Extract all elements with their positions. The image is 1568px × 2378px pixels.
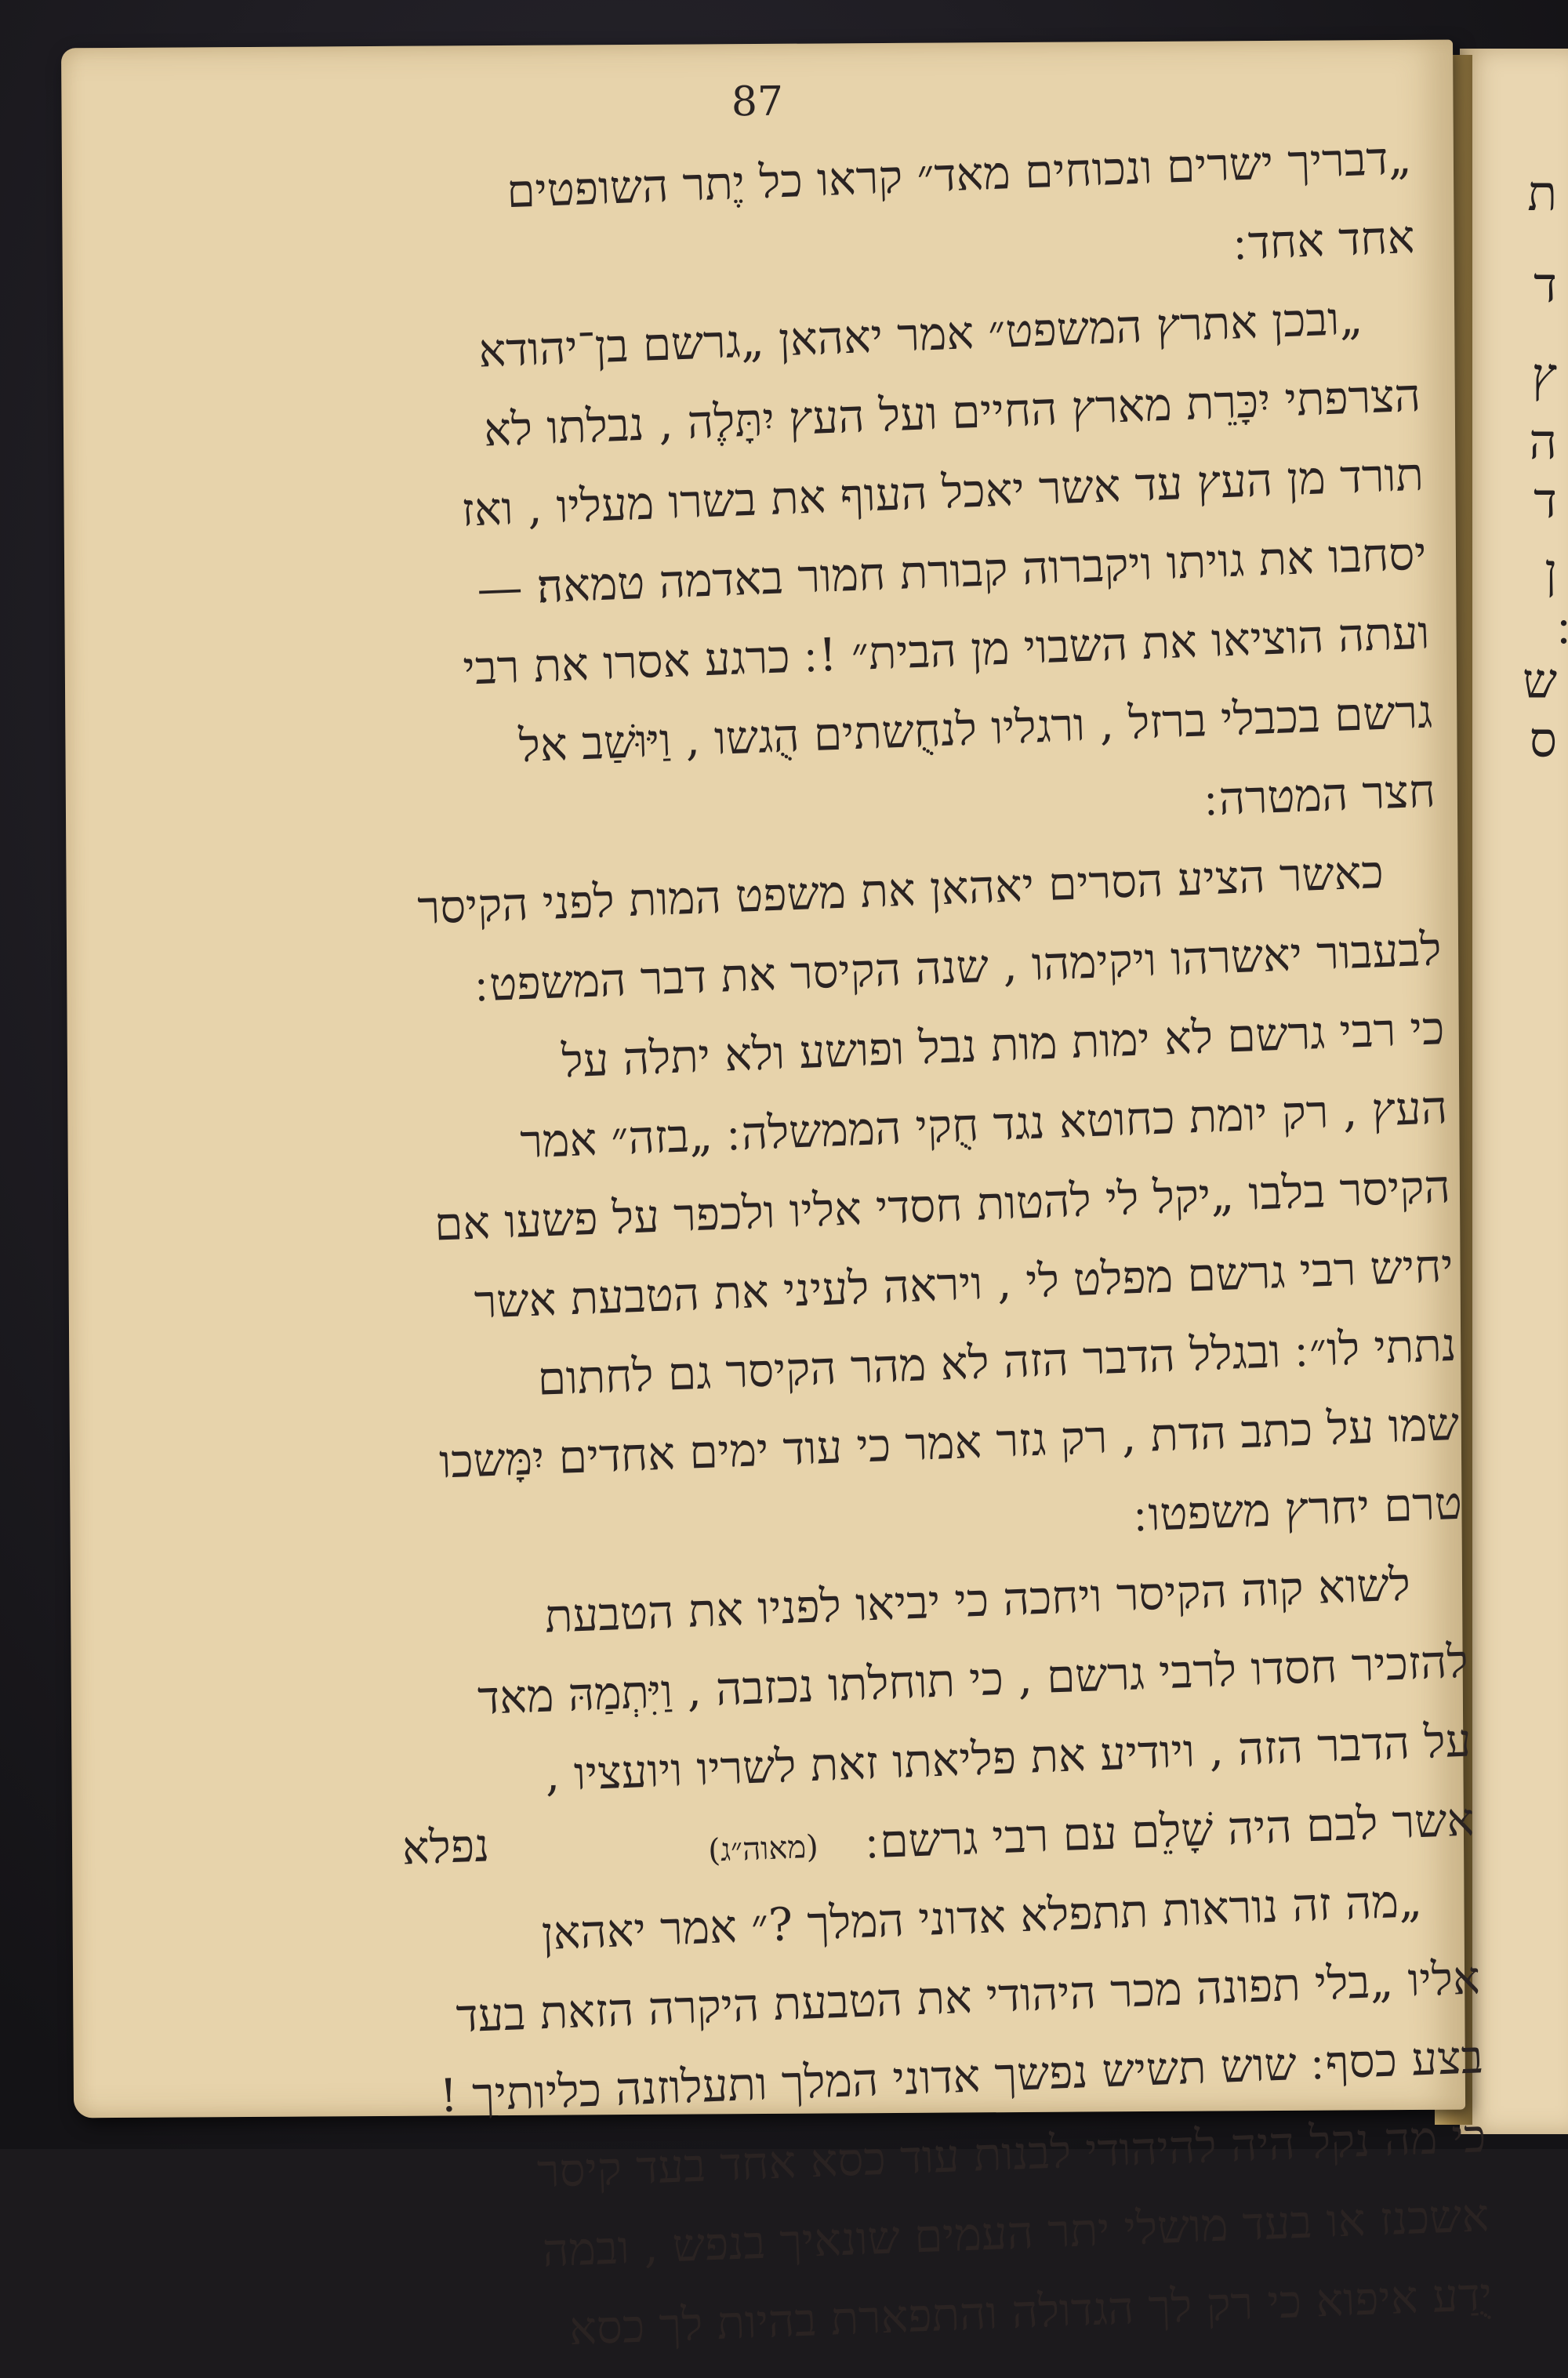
text-line: אשר לבם היה שָׁלֵם עם רבי גרשם ׃ [864, 1792, 1475, 1869]
adjacent-page-fragment: ד [1534, 256, 1557, 314]
text-line: „מה זה נוראות תתפלא אדוני המלך ?״ אמר יאהאן [540, 1873, 1424, 1961]
text-line: כי מה נקל היה להיהודי לבנות עוד כסא אחד בעד קיסר [535, 2109, 1487, 2198]
page-body-text [290, 118, 1494, 2376]
text-line: להזכיר חסדו לרבי גרשם , כי תוחלתו נכזבה , וַיִּתְמַהּ מאד [477, 1634, 1469, 1725]
text-line: אליו „בלי תפונה מכר היהודי את הטבעת היקרה הזאת בעד [455, 1951, 1481, 2043]
catchword: נפלא [401, 1818, 491, 1875]
adjacent-page-fragment: ד [1534, 472, 1557, 529]
adjacent-page-fragment: ן [1544, 543, 1557, 600]
text-line: לבעבור יאשרהו ויקימהו , שנה הקיסר את דבר המשפט ׃ [474, 922, 1443, 1012]
printer-signature-mark: (מאוה״ג) [707, 1828, 819, 1869]
book-page [61, 40, 1494, 2356]
text-line: הצרפתי יִכָּרֵת מארץ החיים ועל העץ יִתָּלֶה , נבלתו לא [482, 368, 1422, 457]
text-line: יסחבו את גויתו ויקברוה קבורת חמור באדמה טמאה׃ — [476, 526, 1428, 615]
text-line: טרם יחרץ משפטו ׃ [1132, 1476, 1464, 1542]
text-line: גרשם בכבלי ברזל , ורגליו לנחֻשתים הֻגשו , וַיּוּשַׁב אל [517, 684, 1434, 773]
text-line: אחד אחד ׃ [1232, 209, 1416, 270]
text-line: בצע כסף ׃ שוש תשיש נפשך אדוני המלך ותעלוזנה כליותיך ! [438, 2030, 1484, 2123]
adjacent-page-fragment: ה [1529, 413, 1557, 470]
text-line: אשכנז או בעד מושלי יתר העמים שונאיך בנפש , ובמה [541, 2188, 1490, 2278]
text-line: הקיסר בלבו „יקל לי להטות חסדי אליו ולכפר על פשעו אם [433, 1159, 1452, 1251]
text-line: חצר המטרה ׃ [1203, 764, 1437, 826]
text-line: ועתה הוציאו את השבוי מן הבית״ ! ׃ כרגע אסרו את רבי [462, 605, 1431, 695]
adjacent-page-fragment: ש [1523, 652, 1557, 710]
text-line: נתתי לו״ ׃ ובגלל הדבר הזה לא מהר הקיסר גם לחתום [536, 1317, 1457, 1406]
text-line: שמו על כתב הדת , רק גזר אמר כי עוד ימים אחדים יִמָּשכו [438, 1396, 1461, 1489]
adjacent-page-fragment [1502, 597, 1557, 655]
adjacent-page-fragment: ץ [1531, 347, 1557, 404]
adjacent-page-fragment: ס [1529, 711, 1557, 768]
text-line: יֻדַע איפוא כי רק לך הגדולה והתפארת בהיות לך כסא [568, 2267, 1494, 2356]
text-line: תורד מן העץ עד אשר יאכל העוף את בשרו מעליו , ואז [460, 447, 1425, 537]
text-line: כאשר הציע הסרים יאהאן את משפט המות לפני הקיסר [416, 844, 1385, 935]
text-line: כי רבי גרשם לא ימות מות נבל ופושע ולא יתלה על [561, 1001, 1446, 1088]
page-number: 87 [731, 78, 784, 126]
adjacent-page-fragment: ת [1527, 165, 1557, 222]
text-line: „דבריך ישרים ונכוחים מאד״ קראו כל יֶתר השופטים [506, 130, 1413, 219]
text-line: יחיש רבי גרשם מפלט לי , ויראה לעיני את הטבעת אשר [473, 1238, 1454, 1329]
text-line: לשוא קוה הקיסר ויחכה כי יביאו לפניו את הטבעת [543, 1557, 1411, 1643]
adjacent-page-edge [1460, 49, 1568, 2134]
text-line: על הדבר הזה , ויודיע את פליאתו זאת לשריו ויועציו , [544, 1713, 1472, 1802]
text-line: „ובכן אתרץ המשפט״ אמר יאהאן „גרשם בן־יהודא [477, 291, 1364, 378]
text-line: העץ , רק יומת כחוטא נגד חֻקי הממשלה ׃ „בזה״ אמר [519, 1080, 1449, 1169]
